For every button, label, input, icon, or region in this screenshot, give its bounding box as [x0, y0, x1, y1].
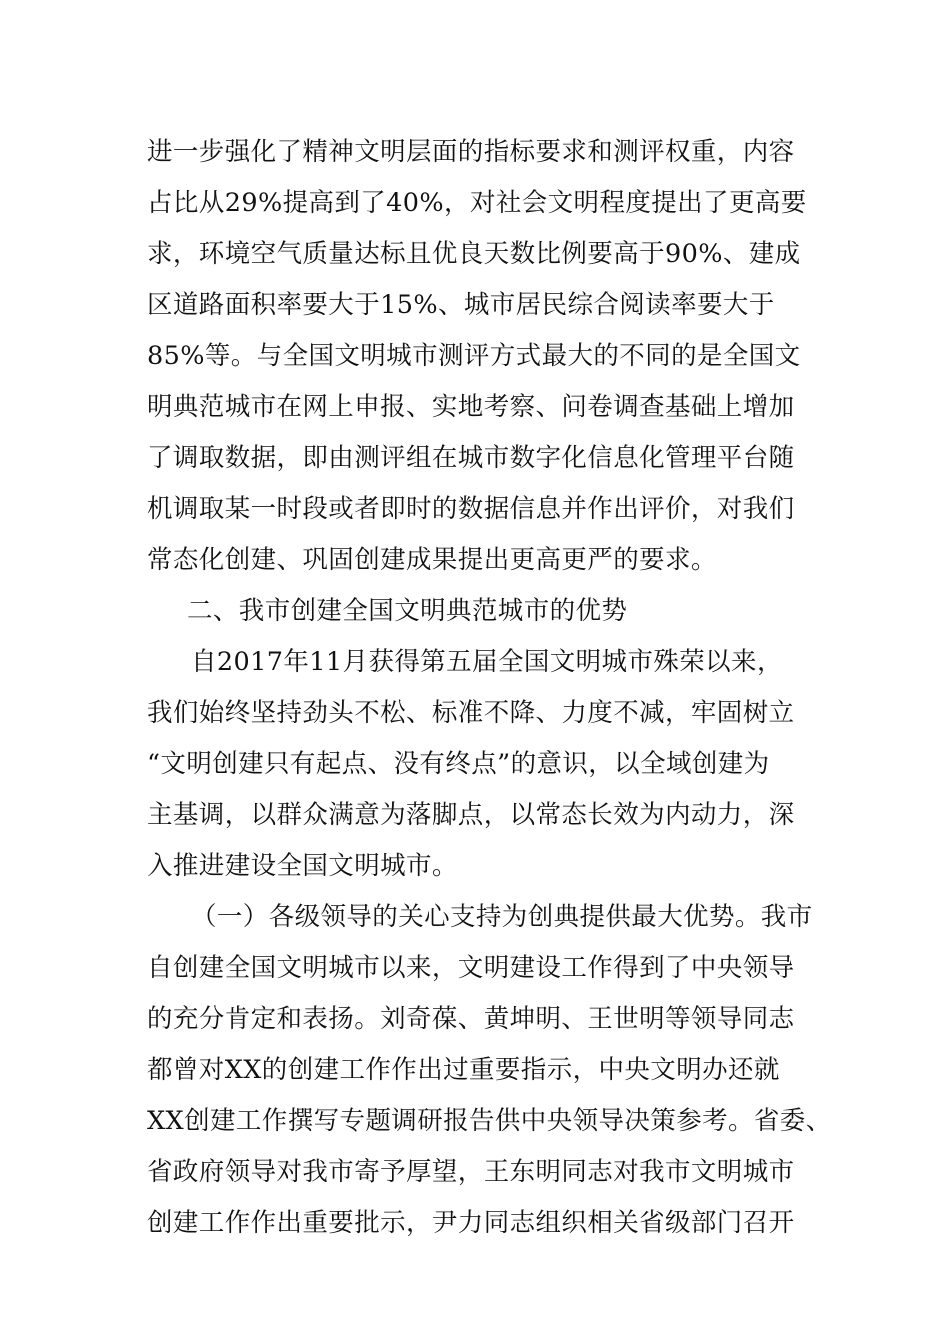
text-line: 85%等。与全国文明城市测评方式最大的不同的是全国文 [147, 341, 801, 371]
text-line: 省政府领导对我市寄予厚望，王东明同志对我市文明城市 [147, 1157, 795, 1187]
text-line: 的充分肯定和表扬。刘奇葆、黄坤明、王世明等领导同志 [147, 1004, 795, 1034]
text-line: 我们始终坚持劲头不松、标准不降、力度不减，牢固树立 [147, 698, 795, 728]
text-line: 都曾对XX的创建工作作出过重要指示，中央文明办还就 [147, 1055, 780, 1085]
text-line: 机调取某一时段或者即时的数据信息并作出评价，对我们 [147, 494, 795, 524]
section-heading: 二、我市创建全国文明典范城市的优势 [187, 596, 628, 626]
text-line: 了调取数据，即由测评组在城市数字化信息化管理平台随 [147, 443, 795, 473]
text-line: 自创建全国文明城市以来，文明建设工作得到了中央领导 [147, 953, 795, 983]
text-line: 常态化创建、巩固创建成果提出更高更严的要求。 [147, 545, 717, 575]
text-line: 主基调，以群众满意为落脚点，以常态长效为内动力，深 [147, 800, 795, 830]
text-line: 创建工作作出重要批示，尹力同志组织相关省级部门召开 [147, 1208, 795, 1238]
body-text [147, 127, 832, 1249]
paragraph-start-line: 自2017年11月获得第五届全国文明城市殊荣以来， [191, 647, 783, 677]
text-line: 入推进建设全国文明城市。 [147, 851, 458, 881]
text-line: XX创建工作撰写专题调研报告供中央领导决策参考。省委、 [147, 1106, 832, 1136]
text-line: 占比从29%提高到了40%，对社会文明程度提出了更高要 [147, 188, 807, 218]
subsection-heading-line: （一）各级领导的关心支持为创典提供最大优势。我市 [191, 902, 813, 932]
text-line: 求，环境空气质量达标且优良天数比例要高于90%、建成 [147, 239, 801, 269]
text-line: 进一步强化了精神文明层面的指标要求和测评权重，内容 [147, 137, 795, 167]
text-line: 区道路面积率要大于15%、城市居民综合阅读率要大于 [147, 290, 775, 320]
text-line: 明典范城市在网上申报、实地考察、问卷调查基础上增加 [147, 392, 795, 422]
text-line: “文明创建只有起点、没有终点”的意识，以全域创建为 [147, 749, 770, 779]
